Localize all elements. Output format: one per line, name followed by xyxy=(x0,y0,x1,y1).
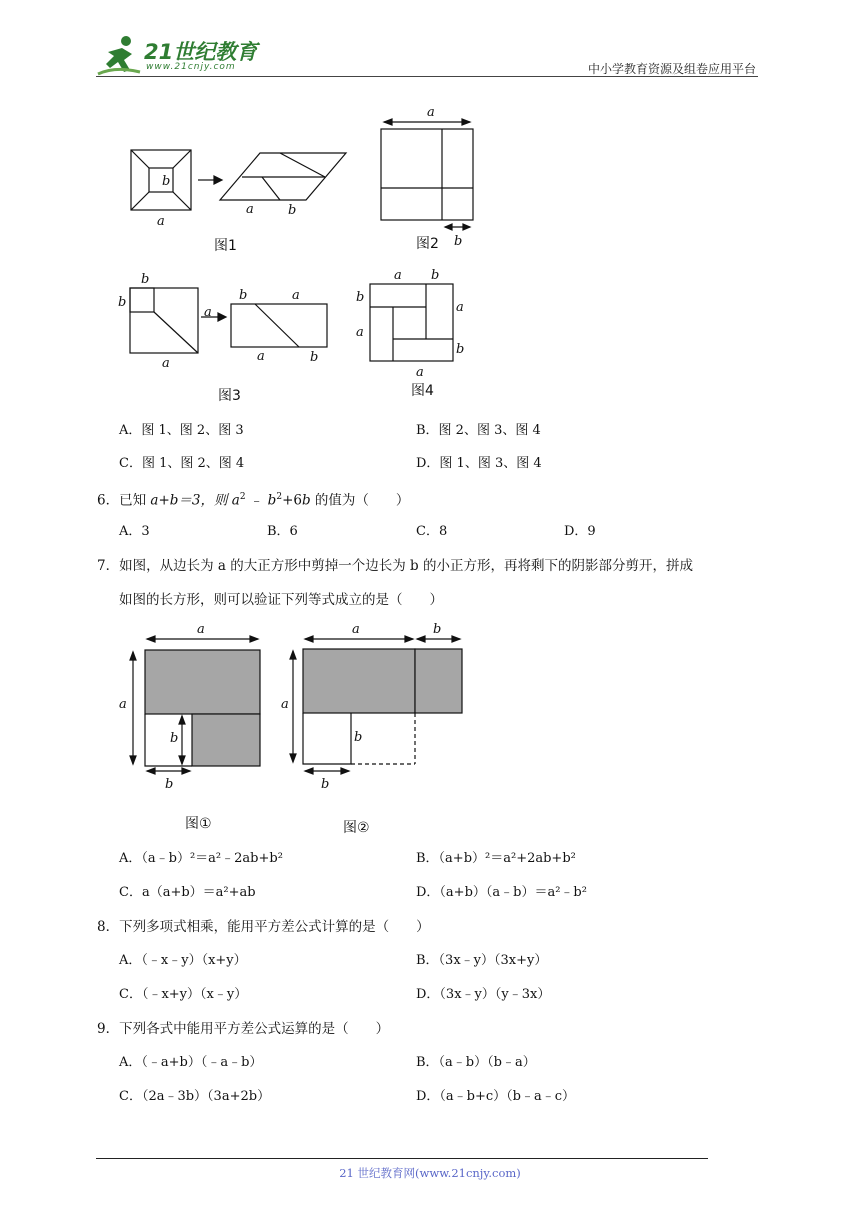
fig3-label-b-left: b xyxy=(118,295,127,310)
fig2-label-a: a xyxy=(427,105,435,120)
q7-fig2-label-b-bottom: b xyxy=(321,777,330,788)
fig1-caption: 图1 xyxy=(214,238,237,254)
q7-fig2-diagram xyxy=(290,636,462,774)
fig3-label-a3: a xyxy=(257,349,265,364)
q7-fig1-label-b-mid: b xyxy=(170,731,179,746)
fig4-label-b-left: b xyxy=(356,290,365,305)
q7-option-b: B．（a+b）²＝a²+2ab+b² xyxy=(416,851,576,866)
q6-option-b: B．6 xyxy=(267,524,298,539)
header-divider xyxy=(96,76,758,77)
q9-option-b: B．（a﹣b）（b﹣a） xyxy=(416,1055,536,1070)
q7-fig2-label-a-top: a xyxy=(352,622,360,637)
footer-text[interactable]: 21 世纪教育网(www.21cnjy.com) xyxy=(339,1166,521,1180)
site-logo xyxy=(96,32,266,78)
fig3-label-b-top: b xyxy=(141,272,150,287)
fig1-label-b2: b xyxy=(288,203,297,218)
q7-fig1-label-a-top: a xyxy=(197,622,205,637)
q7-fig2-label-a-left: a xyxy=(281,697,289,712)
q8-option-a: A．（﹣x﹣y）（x+y） xyxy=(119,953,247,968)
q9-option-c: C．（2a﹣3b）（3a+2b） xyxy=(119,1089,271,1104)
q7-fig1-label-b-bottom: b xyxy=(165,777,174,788)
q5-option-b: B．图 2、图 3、图 4 xyxy=(416,423,541,438)
q7-fig1-label-a-left: a xyxy=(119,697,127,712)
q7-fig1-caption: 图① xyxy=(185,816,212,832)
fig3-label-b2: b xyxy=(239,288,248,303)
q7-fig2-label-b-mid: b xyxy=(354,730,363,745)
fig3-label-a: a xyxy=(162,356,170,371)
q7-fig1-diagram xyxy=(130,636,260,774)
q9-option-a: A．（﹣a+b）（﹣a﹣b） xyxy=(119,1055,263,1070)
q7-fig2-caption: 图② xyxy=(343,820,370,836)
q8-option-d: D．（3x﹣y）（y﹣3x） xyxy=(416,987,551,1002)
q5-option-a: A．图 1、图 2、图 3 xyxy=(119,423,244,438)
q6-stem: 6．已知 a+b＝3，则 $a^2$ ﹣ $b^2+6b$ 的值为（ ） xyxy=(97,492,410,509)
q5-figures-row2 xyxy=(110,266,480,381)
q5-option-d: D．图 1、图 3、图 4 xyxy=(416,456,542,471)
fig2-label-b: b xyxy=(454,234,463,249)
fig4-label-a-bottom: a xyxy=(416,365,424,380)
q5-option-c: C．图 1、图 2、图 4 xyxy=(119,456,245,471)
header-platform-text: 中小学教育资源及组卷应用平台 xyxy=(587,62,756,76)
q7-stem-line1: 7．如图，从边长为 a 的大正方形中剪掉一个边长为 b 的小正方形，再将剩下的阴影部分剪开，拼成 xyxy=(97,558,693,574)
q8-stem: 8．下列多项式相乘，能用平方差公式计算的是（ ） xyxy=(97,919,430,935)
q7-option-c: C．a（a+b）＝a²+ab xyxy=(119,885,256,900)
fig1-label-a: a xyxy=(157,214,165,229)
q7-stem-line2: 如图的长方形，则可以验证下列等式成立的是（ ） xyxy=(119,592,443,608)
fig4-label-a-right: a xyxy=(456,300,464,315)
fig4-label-b-right: b xyxy=(456,342,465,357)
q7-option-d: D．（a+b）（a﹣b）＝a²﹣b² xyxy=(416,885,587,900)
fig2-diagram xyxy=(381,119,473,230)
q9-option-d: D．（a﹣b+c）（b﹣a﹣c） xyxy=(416,1089,576,1104)
q6-option-d: D．9 xyxy=(564,524,596,539)
fig4-caption: 图4 xyxy=(411,383,434,399)
logo-title: 21世纪教育 xyxy=(144,40,258,64)
q8-option-b: B．（3x﹣y）（3x+y） xyxy=(416,953,548,968)
runner-logo-icon xyxy=(96,32,146,78)
fig3-label-b3: b xyxy=(310,350,319,365)
fig1-label-a2: a xyxy=(246,202,254,217)
q7-option-a: A．（a﹣b）²＝a²﹣2ab+b² xyxy=(119,851,283,866)
fig4-diagram xyxy=(370,284,453,361)
logo-url: www.21cnjy.com xyxy=(146,62,236,72)
fig3-caption: 图3 xyxy=(218,388,241,404)
q8-option-c: C．（﹣x+y）（x﹣y） xyxy=(119,987,248,1002)
q6-option-a: A．3 xyxy=(119,524,150,539)
q7-fig2-label-b-top: b xyxy=(433,622,442,637)
fig4-label-a-left: a xyxy=(356,325,364,340)
q9-stem: 9．下列各式中能用平方差公式运算的是（ ） xyxy=(97,1021,390,1037)
q7-figures xyxy=(110,618,480,788)
fig3-label-a2: a xyxy=(292,288,300,303)
fig2-caption: 图2 xyxy=(416,236,439,252)
fig4-label-b-top: b xyxy=(431,268,440,283)
fig1-label-b: b xyxy=(162,174,171,189)
fig4-label-a-top: a xyxy=(394,268,402,283)
q6-option-c: C．8 xyxy=(416,524,448,539)
fig3-label-arrow-a: a xyxy=(204,305,212,320)
footer-divider xyxy=(96,1158,708,1159)
